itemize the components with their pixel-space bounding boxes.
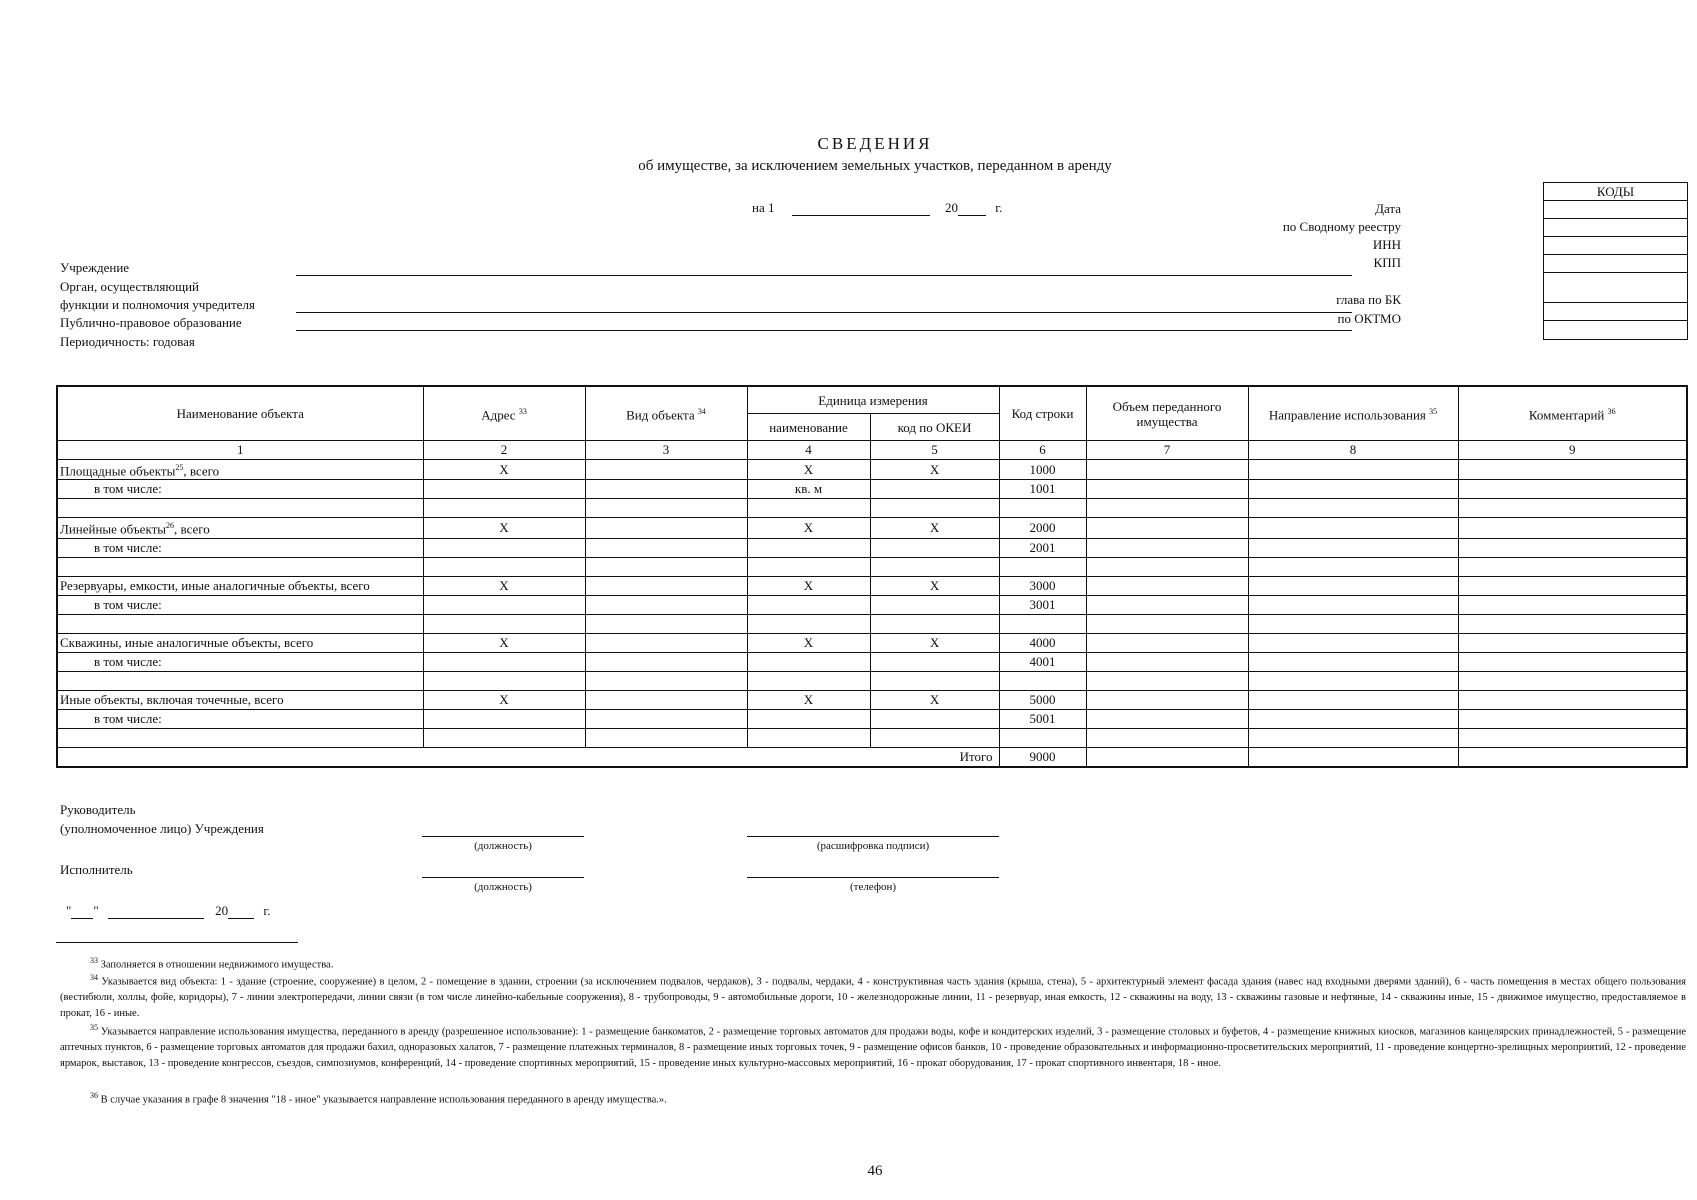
table-row bbox=[57, 480, 1687, 499]
footnote-34: $^{34}$ Указывается вид объекта: 1 - здание (строение, сооружение) в целом, 2 - помещение в здании, строении (за исключением подвалов, чердаков), 3 - подвалы, чердаки, 4 - конструктивная часть здания (крыша, стена), 5 - архитектурный элемент фасада здания (навес над входными дверями зданий), 6 - часть помещения в местах общего пользования (вестибюли, холлы, фойе, коридоры), 7 - линии электропередачи, линии связи (в том числе линейно-кабельные сооружения), 8 - трубопроводы, 9 - автомобильные дороги, 10 - железнодорожные линии, 11 - резервуар, иная емкость, 12 - скважины на воду, 13 - скважины газовые и нефтяные, 14 - скважины иные, 15 - движимое имущество, предоставляемое в прокат, 16 - иные. bbox=[60, 973, 1687, 1019]
usage-cell[interactable] bbox=[1248, 728, 1458, 747]
header-address: Адрес $^{33}$ bbox=[423, 386, 585, 441]
header-unit-name: наименование bbox=[747, 414, 870, 441]
row-code-cell: 5000 bbox=[999, 690, 1086, 709]
unit-name-cell: X bbox=[747, 518, 870, 538]
type-cell[interactable] bbox=[585, 633, 747, 652]
col-number: 6 bbox=[999, 441, 1086, 460]
usage-cell[interactable] bbox=[1248, 709, 1458, 728]
table-row bbox=[57, 690, 1687, 709]
object-group-name: Резервуары, емкости, иные аналогичные объекты, всего bbox=[57, 576, 423, 595]
address-cell[interactable] bbox=[423, 557, 585, 576]
codes-label-inn: ИНН bbox=[1372, 237, 1401, 252]
public-entity-field[interactable] bbox=[296, 330, 1352, 331]
usage-cell[interactable] bbox=[1248, 690, 1458, 709]
unit-name-cell bbox=[747, 538, 870, 557]
object-group-name: Площадные объекты$^{25}$, всего bbox=[57, 460, 423, 480]
usage-cell[interactable] bbox=[1248, 518, 1458, 538]
volume-cell[interactable] bbox=[1086, 690, 1248, 709]
label-founder-1: Орган, осуществляющий bbox=[60, 279, 199, 294]
subrow-label: в том числе: bbox=[57, 595, 423, 614]
date-suffix: г. bbox=[995, 200, 1003, 215]
total-volume-cell[interactable] bbox=[1086, 747, 1248, 767]
okei-cell[interactable] bbox=[870, 709, 999, 728]
unit-name-cell[interactable] bbox=[747, 728, 870, 747]
codes-label-date: Дата bbox=[1375, 201, 1401, 216]
comment-cell[interactable] bbox=[1458, 633, 1687, 652]
volume-cell[interactable] bbox=[1086, 480, 1248, 499]
usage-cell[interactable] bbox=[1248, 614, 1458, 633]
volume-cell[interactable] bbox=[1086, 633, 1248, 652]
codes-label-kpp: КПП bbox=[1373, 255, 1401, 270]
comment-cell[interactable] bbox=[1458, 518, 1687, 538]
row-code-cell[interactable] bbox=[999, 557, 1086, 576]
subrow-label: в том числе: bbox=[57, 652, 423, 671]
table-body bbox=[57, 460, 1687, 748]
comment-cell[interactable] bbox=[1458, 652, 1687, 671]
table-row bbox=[57, 633, 1687, 652]
subrow-label: в том числе: bbox=[57, 480, 423, 499]
executor-phone-caption: (телефон) bbox=[849, 881, 897, 893]
volume-cell[interactable] bbox=[1086, 652, 1248, 671]
sign-day-field[interactable] bbox=[71, 905, 93, 919]
object-group-name: Иные объекты, включая точечные, всего bbox=[57, 690, 423, 709]
unit-name-cell[interactable] bbox=[747, 614, 870, 633]
executor-position-field[interactable] bbox=[422, 877, 584, 878]
table-row bbox=[57, 538, 1687, 557]
row-code-cell: 5001 bbox=[999, 709, 1086, 728]
header-usage: Направление использования $^{35}$ bbox=[1248, 386, 1458, 441]
row-code-cell: 2001 bbox=[999, 538, 1086, 557]
institution-field[interactable] bbox=[296, 275, 1352, 276]
object-group-name: Линейные объекты$^{26}$, всего bbox=[57, 518, 423, 538]
address-cell: X bbox=[423, 460, 585, 480]
address-cell[interactable] bbox=[423, 595, 585, 614]
address-cell: X bbox=[423, 518, 585, 538]
report-date bbox=[752, 200, 1002, 216]
usage-cell[interactable] bbox=[1248, 460, 1458, 480]
codes-box bbox=[1543, 182, 1688, 340]
comment-cell[interactable] bbox=[1458, 557, 1687, 576]
comment-cell[interactable] bbox=[1458, 709, 1687, 728]
footnote-33: $^{33}$ Заполняется в отношении недвижимого имущества. bbox=[90, 956, 334, 971]
usage-cell[interactable] bbox=[1248, 557, 1458, 576]
codes-title: КОДЫ bbox=[1544, 183, 1687, 201]
col-number: 2 bbox=[423, 441, 585, 460]
row-code-cell[interactable] bbox=[999, 614, 1086, 633]
row-code-cell[interactable] bbox=[999, 728, 1086, 747]
form-subtitle: об имуществе, за исключением земельных участков, переданном в аренду bbox=[638, 158, 1112, 174]
label-institution: Учреждение bbox=[60, 260, 130, 275]
table-row bbox=[57, 614, 1687, 633]
type-cell[interactable] bbox=[585, 518, 747, 538]
type-cell[interactable] bbox=[585, 690, 747, 709]
name-cell[interactable] bbox=[57, 728, 423, 747]
label-public-entity: Публично-правовое образование bbox=[60, 315, 242, 330]
table-row bbox=[57, 518, 1687, 538]
volume-cell[interactable] bbox=[1086, 460, 1248, 480]
volume-cell[interactable] bbox=[1086, 614, 1248, 633]
comment-cell[interactable] bbox=[1458, 480, 1687, 499]
header-unit-okei: код по ОКЕИ bbox=[870, 414, 999, 441]
code-periodicity-cell[interactable] bbox=[1544, 321, 1687, 339]
usage-cell[interactable] bbox=[1248, 671, 1458, 690]
type-cell[interactable] bbox=[585, 499, 747, 518]
unit-name-cell: X bbox=[747, 690, 870, 709]
type-cell[interactable] bbox=[585, 671, 747, 690]
row-code-cell: 2000 bbox=[999, 518, 1086, 538]
volume-cell[interactable] bbox=[1086, 499, 1248, 518]
table-row bbox=[57, 652, 1687, 671]
label-head-2: (уполномоченное лицо) Учреждения bbox=[60, 821, 264, 836]
usage-cell[interactable] bbox=[1248, 499, 1458, 518]
okei-cell: X bbox=[870, 576, 999, 595]
table-row bbox=[57, 576, 1687, 595]
col-number: 5 bbox=[870, 441, 999, 460]
label-founder-2: функции и полномочия учредителя bbox=[60, 297, 255, 312]
usage-cell[interactable] bbox=[1248, 633, 1458, 652]
type-cell[interactable] bbox=[585, 728, 747, 747]
row-code-cell[interactable] bbox=[999, 671, 1086, 690]
address-cell: X bbox=[423, 633, 585, 652]
date-prefix: на 1 bbox=[752, 200, 775, 215]
address-cell[interactable] bbox=[423, 709, 585, 728]
codes-label-oktmo: по ОКТМО bbox=[1337, 311, 1401, 326]
row-code-cell: 4001 bbox=[999, 652, 1086, 671]
unit-name-cell bbox=[747, 652, 870, 671]
header-name: Наименование объекта bbox=[57, 386, 423, 441]
volume-cell[interactable] bbox=[1086, 728, 1248, 747]
head-decode-field[interactable] bbox=[747, 836, 999, 837]
address-cell: X bbox=[423, 576, 585, 595]
col-number: 7 bbox=[1086, 441, 1248, 460]
unit-name-cell[interactable] bbox=[747, 499, 870, 518]
row-code-cell: 4000 bbox=[999, 633, 1086, 652]
type-cell[interactable] bbox=[585, 576, 747, 595]
col-number: 9 bbox=[1458, 441, 1687, 460]
executor-position-caption: (должность) bbox=[474, 881, 532, 893]
name-cell[interactable] bbox=[57, 499, 423, 518]
okei-cell: X bbox=[870, 690, 999, 709]
col-number: 1 bbox=[57, 441, 423, 460]
table-row bbox=[57, 595, 1687, 614]
row-code-cell: 3000 bbox=[999, 576, 1086, 595]
unit-name-cell[interactable] bbox=[747, 557, 870, 576]
subrow-label: в том числе: bbox=[57, 538, 423, 557]
date-year-prefix: 20 bbox=[944, 200, 958, 215]
executor-phone-field[interactable] bbox=[747, 877, 999, 878]
name-cell[interactable] bbox=[57, 671, 423, 690]
comment-cell[interactable] bbox=[1458, 576, 1687, 595]
unit-name-cell: X bbox=[747, 460, 870, 480]
unit-name-cell[interactable] bbox=[747, 671, 870, 690]
header-type: Вид объекта $^{34}$ bbox=[585, 386, 747, 441]
footnote-36: $^{36}$ В случае указания в графе 8 значения "18 - иное" указывается направление использования переданного в аренду имущества.». bbox=[90, 1091, 667, 1106]
okei-cell[interactable] bbox=[870, 671, 999, 690]
volume-cell[interactable] bbox=[1086, 557, 1248, 576]
okei-cell[interactable] bbox=[870, 614, 999, 633]
code-kpp-cell[interactable] bbox=[1544, 255, 1687, 273]
unit-name-cell: кв. м bbox=[747, 480, 870, 499]
name-cell[interactable] bbox=[57, 557, 423, 576]
col-number: 4 bbox=[747, 441, 870, 460]
comment-cell[interactable] bbox=[1458, 460, 1687, 480]
code-date-cell[interactable] bbox=[1544, 201, 1687, 219]
row-code-cell: 3001 bbox=[999, 595, 1086, 614]
row-code-cell: 1001 bbox=[999, 480, 1086, 499]
okei-cell[interactable] bbox=[870, 652, 999, 671]
address-cell[interactable] bbox=[423, 538, 585, 557]
okei-cell: X bbox=[870, 460, 999, 480]
okei-cell: X bbox=[870, 518, 999, 538]
header-comment: Комментарий $^{36}$ bbox=[1458, 386, 1687, 441]
unit-name-cell: X bbox=[747, 576, 870, 595]
type-cell[interactable] bbox=[585, 595, 747, 614]
comment-cell[interactable] bbox=[1458, 671, 1687, 690]
comment-cell[interactable] bbox=[1458, 595, 1687, 614]
comment-cell[interactable] bbox=[1458, 499, 1687, 518]
usage-cell[interactable] bbox=[1248, 576, 1458, 595]
okei-cell[interactable] bbox=[870, 499, 999, 518]
okei-cell[interactable] bbox=[870, 538, 999, 557]
col-number: 3 bbox=[585, 441, 747, 460]
table-row bbox=[57, 460, 1687, 480]
volume-cell[interactable] bbox=[1086, 709, 1248, 728]
type-cell[interactable] bbox=[585, 480, 747, 499]
type-cell[interactable] bbox=[585, 557, 747, 576]
signature-date: " " 20 г. bbox=[66, 903, 271, 918]
type-cell[interactable] bbox=[585, 460, 747, 480]
volume-cell[interactable] bbox=[1086, 518, 1248, 538]
date-year-field[interactable] bbox=[958, 202, 986, 216]
table-row bbox=[57, 557, 1687, 576]
usage-cell[interactable] bbox=[1248, 652, 1458, 671]
sign-year-field[interactable] bbox=[228, 905, 254, 919]
code-oktmo-cell[interactable] bbox=[1544, 303, 1687, 321]
head-position-field[interactable] bbox=[422, 836, 584, 837]
type-cell[interactable] bbox=[585, 538, 747, 557]
code-registry-cell[interactable] bbox=[1544, 219, 1687, 237]
okei-cell[interactable] bbox=[870, 557, 999, 576]
okei-cell[interactable] bbox=[870, 728, 999, 747]
header-row-code: Код строки bbox=[999, 386, 1086, 441]
unit-name-cell bbox=[747, 595, 870, 614]
name-cell[interactable] bbox=[57, 614, 423, 633]
type-cell[interactable] bbox=[585, 614, 747, 633]
founder-field[interactable] bbox=[296, 312, 1352, 313]
comment-cell[interactable] bbox=[1458, 614, 1687, 633]
address-cell[interactable] bbox=[423, 728, 585, 747]
total-comment-cell[interactable] bbox=[1458, 747, 1687, 767]
object-group-name: Скважины, иные аналогичные объекты, всего bbox=[57, 633, 423, 652]
type-cell[interactable] bbox=[585, 709, 747, 728]
volume-cell[interactable] bbox=[1086, 595, 1248, 614]
table-row bbox=[57, 709, 1687, 728]
address-cell[interactable] bbox=[423, 671, 585, 690]
comment-cell[interactable] bbox=[1458, 728, 1687, 747]
row-code-cell: 1000 bbox=[999, 460, 1086, 480]
code-bk-cell[interactable] bbox=[1544, 273, 1687, 303]
usage-cell[interactable] bbox=[1248, 538, 1458, 557]
unit-name-cell: X bbox=[747, 633, 870, 652]
address-cell[interactable] bbox=[423, 614, 585, 633]
okei-cell[interactable] bbox=[870, 480, 999, 499]
subrow-label: в том числе: bbox=[57, 709, 423, 728]
label-head: Руководитель bbox=[60, 802, 136, 817]
okei-cell: X bbox=[870, 633, 999, 652]
address-cell: X bbox=[423, 690, 585, 709]
okei-cell[interactable] bbox=[870, 595, 999, 614]
head-position-caption: (должность) bbox=[474, 840, 532, 852]
row-code-cell[interactable] bbox=[999, 499, 1086, 518]
label-executor: Исполнитель bbox=[60, 862, 133, 877]
comment-cell[interactable] bbox=[1458, 538, 1687, 557]
total-code: 9000 bbox=[999, 747, 1086, 767]
volume-cell[interactable] bbox=[1086, 538, 1248, 557]
sign-month-field[interactable] bbox=[108, 905, 204, 919]
usage-cell[interactable] bbox=[1248, 480, 1458, 499]
total-label: Итого bbox=[57, 747, 999, 767]
col-number: 8 bbox=[1248, 441, 1458, 460]
header-volume: Объем переданного имущества bbox=[1086, 386, 1248, 441]
code-inn-cell[interactable] bbox=[1544, 237, 1687, 255]
volume-cell[interactable] bbox=[1086, 671, 1248, 690]
type-cell[interactable] bbox=[585, 652, 747, 671]
property-table bbox=[56, 385, 1688, 768]
footnote-35: $^{35}$ Указывается направление использования имущества, переданного в аренду (разрешенное использование): 1 - размещение банкоматов, 2 - размещение торговых автоматов для продажи воды, кофе и кондитерских изделий, 3 - размещение столовых и буфетов, 4 - размещение книжных киосков, магазинов канцелярских принадлежностей, 5 - размещение аптечных пунктов, 6 - размещение торговых автоматов для продажи бахил, одноразовых халатов, 7 - размещение платежных терминалов, 8 - размещение иных торговых точек, 9 - размещение офисов банков, 10 - проведение образовательных и информационно-просветительских мероприятий, 11 - проведение концертно-зрелищных мероприятий, 12 - проведение ярмарок, выставок, 13 - проведение конгрессов, съездов, симпозиумов, конференций, 14 - проведение спортивных мероприятий, 15 - проведение иных культурно-массовых мероприятий, 16 - прокат оборудования, 17 - прокат спортивного инвентаря, 18 - иное. bbox=[60, 1023, 1686, 1069]
address-cell[interactable] bbox=[423, 480, 585, 499]
page-number: 46 bbox=[867, 1163, 883, 1179]
comment-cell[interactable] bbox=[1458, 690, 1687, 709]
address-cell[interactable] bbox=[423, 652, 585, 671]
total-usage-cell[interactable] bbox=[1248, 747, 1458, 767]
table-row bbox=[57, 499, 1687, 518]
unit-name-cell bbox=[747, 709, 870, 728]
head-decode-caption: (расшифровка подписи) bbox=[816, 840, 930, 852]
address-cell[interactable] bbox=[423, 499, 585, 518]
header-unit: Единица измерения bbox=[747, 386, 999, 414]
label-periodicity: Периодичность: годовая bbox=[60, 334, 195, 349]
table-row bbox=[57, 671, 1687, 690]
table-row bbox=[57, 728, 1687, 747]
usage-cell[interactable] bbox=[1248, 595, 1458, 614]
form-title: СВЕДЕНИЯ bbox=[817, 134, 933, 153]
codes-label-registry: по Сводному реестру bbox=[1282, 219, 1401, 234]
volume-cell[interactable] bbox=[1086, 576, 1248, 595]
codes-label-bk: глава по БК bbox=[1336, 292, 1401, 307]
date-day-month-field[interactable] bbox=[792, 202, 930, 216]
footnote-separator bbox=[56, 942, 298, 943]
